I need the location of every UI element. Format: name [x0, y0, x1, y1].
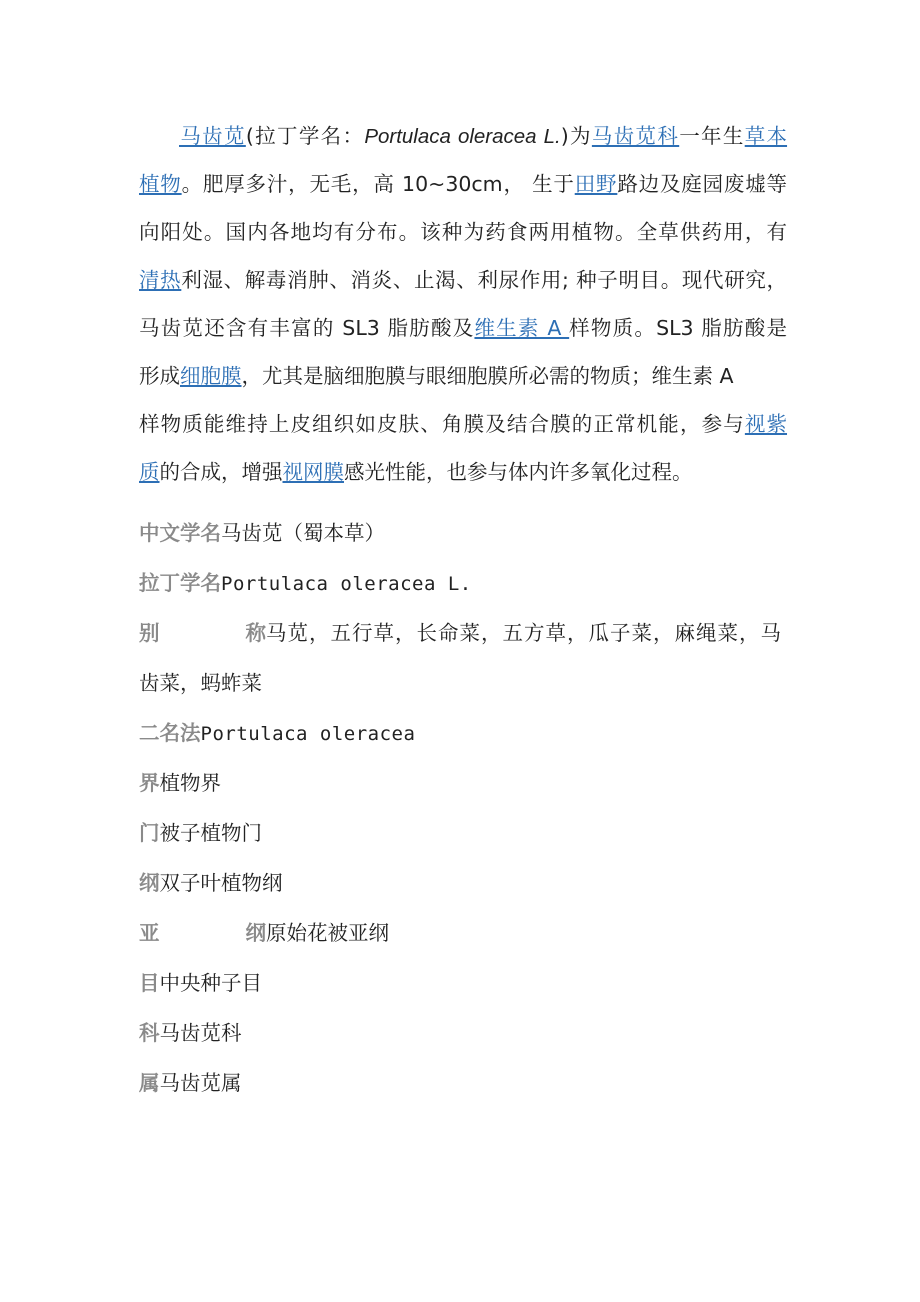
fact-value: 双子叶植物纲 — [159, 871, 283, 895]
fact-family — [139, 1008, 242, 1058]
paragraph-line: 马齿苋还含有丰富的 SL3 脂肪酸及维生素 A 样物质。SL3 脂肪酸是 — [139, 316, 787, 340]
fact-alias-cont — [139, 658, 262, 708]
paragraph-line: 向阳处。国内各地均有分布。该种为药食两用植物。全草供药用，有 — [139, 220, 787, 244]
fact-value: Portulaca oleracea — [200, 723, 416, 745]
fact-value: 植物界 — [159, 771, 221, 795]
paragraph-line: 植物。肥厚多汁，无毛，高 10~30cm， 生于田野路边及庭园废墟等 — [139, 172, 788, 196]
fact-label: 别 — [139, 621, 160, 645]
fact-binomial — [139, 708, 415, 758]
fact-label: 中文学名 — [139, 521, 221, 545]
fact-value: 被子植物门 — [159, 821, 262, 845]
paragraph-line: 样物质能维持上皮组织如皮肤、角膜及结合膜的正常机能，参与视紫 — [139, 412, 788, 436]
fact-kingdom — [139, 758, 221, 808]
paragraph-line: 马齿苋(拉丁学名：Portulaca oleracea L.)为马齿苋科一年生草本 — [179, 124, 788, 148]
fact-label: 亚 — [139, 921, 160, 945]
fact-value: 马齿苋属 — [159, 1071, 242, 1095]
fact-label-2: 纲 — [245, 921, 266, 945]
link-plant[interactable]: 植物 — [139, 172, 182, 196]
fact-label: 二名法 — [139, 721, 201, 745]
fact-class — [139, 858, 283, 908]
fact-value: 马苋，五行草，长命菜，五方草，瓜子菜，麻绳菜，马 — [266, 621, 782, 645]
fact-label: 科 — [139, 1021, 160, 1045]
link-portulaca[interactable]: 马齿苋 — [179, 124, 246, 148]
paragraph-line: 形成细胞膜，尤其是脑细胞膜与眼细胞膜所必需的物质；维生素 A — [139, 364, 734, 388]
fact-label-2: 称 — [245, 621, 266, 645]
link-retina[interactable]: 视网膜 — [282, 460, 344, 484]
fact-label: 门 — [139, 821, 160, 845]
fact-order — [139, 958, 262, 1008]
link-vitamin-a[interactable]: 维生素 A — [474, 316, 570, 340]
fact-genus — [139, 1058, 242, 1108]
paragraph-line: 质的合成，增强视网膜感光性能，也参与体内许多氧化过程。 — [139, 460, 693, 484]
link-rhodopsin[interactable]: 视紫 — [744, 412, 788, 436]
link-cell-membrane[interactable]: 细胞膜 — [180, 364, 242, 388]
fact-chinese-name — [139, 508, 385, 558]
link-clear-heat[interactable]: 清热 — [139, 268, 182, 292]
link-herbaceous[interactable]: 草本 — [744, 124, 788, 148]
fact-alias — [139, 608, 782, 658]
fact-label: 拉丁学名 — [139, 571, 221, 595]
fact-value: 马齿苋（蜀本草） — [221, 521, 385, 545]
fact-phylum — [139, 808, 262, 858]
fact-value: Portulaca oleracea L. — [221, 573, 472, 595]
fact-label: 目 — [139, 971, 160, 995]
fact-value: 中央种子目 — [159, 971, 262, 995]
fact-value: 原始花被亚纲 — [266, 921, 389, 945]
paragraph-line: 清热利湿、解毒消肿、消炎、止渴、利尿作用; 种子明目。现代研究， — [139, 268, 788, 292]
link-field[interactable]: 田野 — [574, 172, 618, 196]
fact-value-2: 齿菜，蚂蚱菜 — [139, 671, 262, 695]
link-rhodopsin-cont[interactable]: 质 — [139, 460, 160, 484]
fact-latin-name — [139, 558, 472, 608]
link-portulacaceae[interactable]: 马齿苋科 — [591, 124, 680, 148]
fact-label: 属 — [139, 1071, 160, 1095]
intro-paragraph — [139, 112, 787, 496]
fact-label: 界 — [139, 771, 160, 795]
fact-label: 纲 — [139, 871, 160, 895]
fact-value: 马齿苋科 — [159, 1021, 242, 1045]
fact-subclass — [139, 908, 389, 958]
